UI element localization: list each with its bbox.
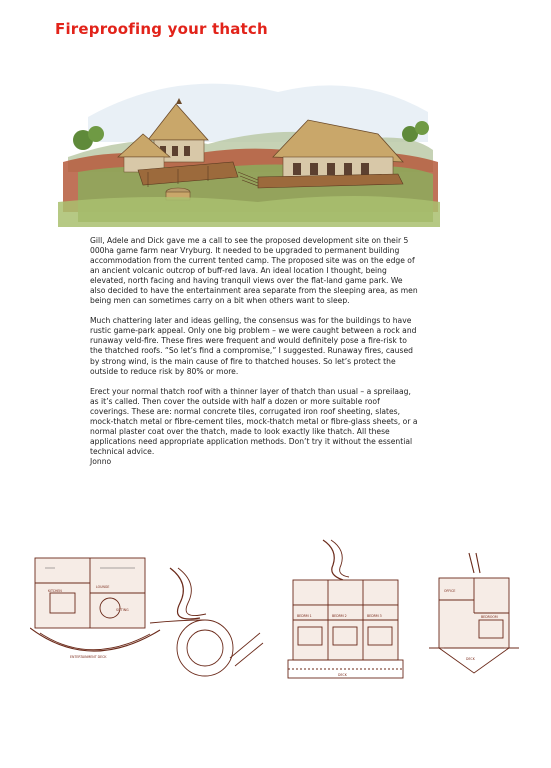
plan-label-deck: ENTERTAINMENT DECK <box>70 655 107 659</box>
plan-label-bedroom-3: BEDRM 3 <box>367 614 382 618</box>
floor-plan-cottage <box>424 548 520 678</box>
plan-label-kitchen: KITCHEN <box>48 589 62 593</box>
plan-label-bedroom: BEDROOM <box>481 615 498 619</box>
plan-label-office: OFFICE <box>444 589 456 593</box>
plan-label-lounge: LOUNGE <box>96 585 110 589</box>
floor-plan-bedrooms <box>283 535 407 683</box>
body-paragraph: Much chattering later and ideas gelling, the consensus was for the buildings to have rustic game-park appeal. Only one big problem – we were caught between a rock and runaway veld-fire. These fires were frequent and would definitely pose a fire-risk to the thatched roofs. “So let’s find a compromise,” I suggested. Runaway fires, caused by strong wind, is the main cause of fire to thatched houses. So let’s protect the outside to reduce risk by 80% or more. <box>90 316 417 376</box>
body-paragraph: Gill, Adele and Dick gave me a call to see the proposed development site on their 5 000ha game farm near Vryburg. It needed to be upgraded to permanent building accommodation from the current tented camp. The proposed site was on the edge of an ancient volcanic outcrop of buff-red lava. An ideal location I thought, being elevated, north facing and having tranquil views over the flat-land game park. We also decided to have the entertainment area separate from the sleeping area, as men being men can sometimes carry on a bit when others want to sleep. <box>90 236 418 306</box>
lodge-sketch-illustration <box>58 62 440 227</box>
plan-label-sitting: SITTING <box>116 608 129 612</box>
article-body <box>90 236 420 467</box>
plan-label-bedroom-2: BEDRM 2 <box>332 614 347 618</box>
plan-label-deck: DECK <box>338 673 347 677</box>
plan-label-bedroom-1: BEDRM 1 <box>297 614 312 618</box>
author-signature: Jonno <box>90 456 112 466</box>
floor-plan-entertainment <box>30 548 265 683</box>
plan-label-deck: DECK <box>466 657 475 661</box>
article-title: Fireproofing your thatch <box>55 20 268 38</box>
body-paragraph: Erect your normal thatch roof with a thinner layer of thatch than usual – a spreilaag, as it’s called. Then cover the outside with half a dozen or more suitable roof coverings. These are: normal concrete tiles, corrugated iron roof sheeting, slates, mock-thatch metal or fibre-cement tiles, mock-thatch metal or fibre-glass sheets, or a normal plaster coat over the thatch, made to look exactly like thatch. All these applications need appropriate application methods. Don’t try it without the essential technical advice. <box>90 386 418 456</box>
